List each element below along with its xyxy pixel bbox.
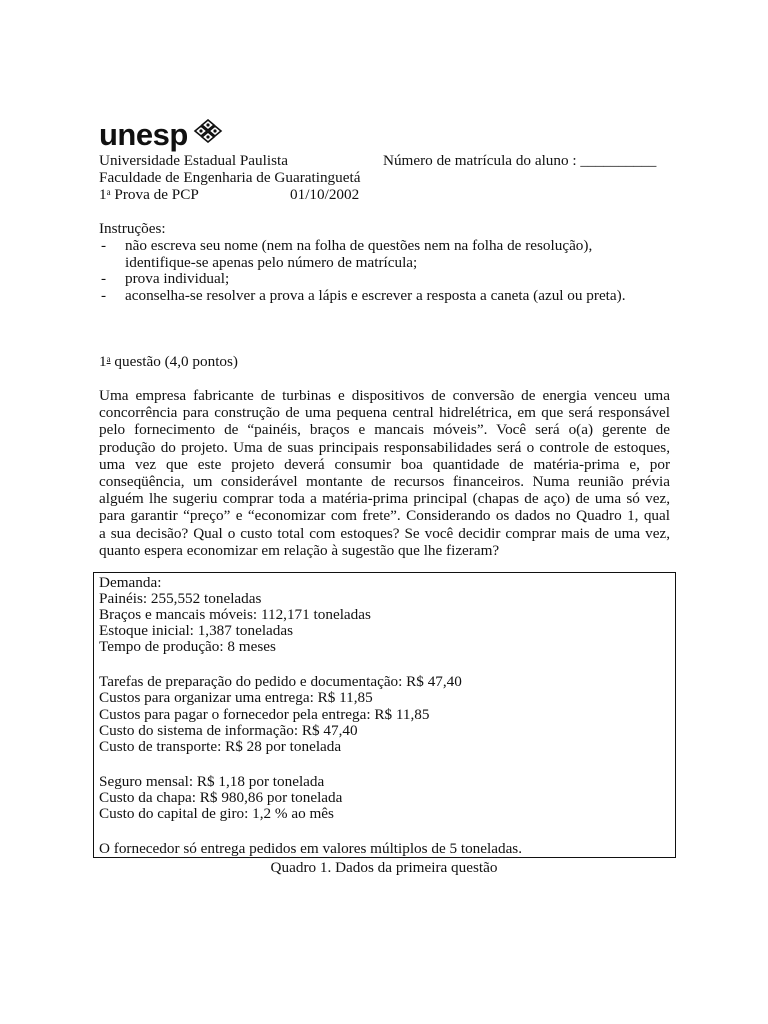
exam-number-sup: a — [106, 187, 111, 197]
box-line: Custo de transporte: R$ 28 por tonelada — [99, 738, 342, 755]
paragraph-line: a sua decisão? Qual o custo total com estoques? Se você decidir comprar mais de uma vez, — [99, 524, 670, 542]
question-paragraph — [99, 387, 670, 559]
instruction-bullet: - — [101, 270, 107, 287]
instruction-text: não escreva seu nome (nem na folha de questões nem na folha de resolução), — [125, 237, 593, 254]
box-line: Tarefas de preparação do pedido e documentação: R$ 47,40 — [99, 673, 462, 690]
question-number: 1 — [99, 353, 107, 370]
instruction-text: identifique-se apenas pelo número de matrícula; — [125, 254, 418, 271]
instructions-title: Instruções: — [99, 220, 166, 237]
logo-text: unesp — [99, 117, 188, 152]
question-title — [99, 353, 238, 370]
question-title-text: questão (4,0 pontos) — [110, 353, 238, 370]
paragraph-line: pelo fornecimento de “painéis, braços e mancais móveis”. Você será o(a) gerente de — [99, 421, 670, 439]
paragraph-line: conseqüência, um considerável montante de recursos financeiros. Numa reunião prévia — [99, 472, 670, 490]
student-id-label: Número de matrícula do aluno : __________ — [383, 152, 657, 169]
box-line: Custos para organizar uma entrega: R$ 11,85 — [99, 689, 373, 706]
paragraph-line: produção do projeto. Uma de suas principais responsabilidades será o controle de estoques, — [99, 438, 670, 456]
faculty-name: Faculdade de Engenharia de Guaratinguetá — [99, 169, 361, 186]
exam-title — [99, 186, 199, 203]
box-line: Painéis: 255,552 toneladas — [99, 590, 262, 607]
box-line: Demanda: — [99, 574, 162, 591]
university-name: Universidade Estadual Paulista — [99, 152, 288, 169]
paragraph-line: Uma empresa fabricante de turbinas e dispositivos de conversão de energia venceu uma — [99, 387, 670, 404]
paragraph-line: quanto espera economizar em relação à sugestão que lhe fizeram? — [99, 541, 500, 559]
box-line: Estoque inicial: 1,387 toneladas — [99, 622, 294, 639]
instruction-text: aconselha-se resolver a prova a lápis e escrever a resposta a caneta (azul ou preta). — [125, 287, 626, 304]
paragraph-line: alguém lhe sugeriu comprar toda a matéria-prima principal (chapas de aço) de uma só vez, — [99, 490, 670, 508]
box-line: Braços e mancais móveis: 112,171 toneladas — [99, 606, 371, 623]
paragraph-line: para garantir “preço” e “economizar com frete”. Considerando os dados no Quadro 1, qual — [99, 507, 670, 525]
box-line: Custo do sistema de informação: R$ 47,40 — [99, 722, 358, 739]
exam-number: 1 — [99, 186, 107, 203]
box-line: O fornecedor só entrega pedidos em valores múltiplos de 5 toneladas. — [99, 840, 523, 857]
box-line: Tempo de produção: 8 meses — [99, 638, 276, 655]
paragraph-line: uma vez que este projeto deverá consumir boa quantidade de matéria-prima e, por — [99, 455, 670, 473]
question-number-sup: a — [106, 354, 111, 364]
table-caption: Quadro 1. Dados da primeira questão — [270, 859, 498, 876]
box-line: Custo do capital de giro: 1,2 % ao mês — [99, 805, 334, 822]
box-line: Custos para pagar o fornecedor pela entrega: R$ 11,85 — [99, 706, 430, 723]
paragraph-line: concorrência para construção de uma pequena central hidrelétrica, em que será responsável — [99, 404, 670, 422]
box-line: Custo da chapa: R$ 980,86 por tonelada — [99, 789, 343, 806]
unesp-logo — [99, 118, 223, 150]
unesp-emblem-icon — [193, 119, 223, 148]
box-line: Seguro mensal: R$ 1,18 por tonelada — [99, 773, 325, 790]
exam-date: 01/10/2002 — [290, 186, 360, 203]
instruction-bullet: - — [101, 237, 107, 254]
instruction-bullet: - — [101, 287, 107, 304]
exam-title-text: Prova de PCP — [110, 186, 199, 203]
instruction-text: prova individual; — [125, 270, 230, 287]
